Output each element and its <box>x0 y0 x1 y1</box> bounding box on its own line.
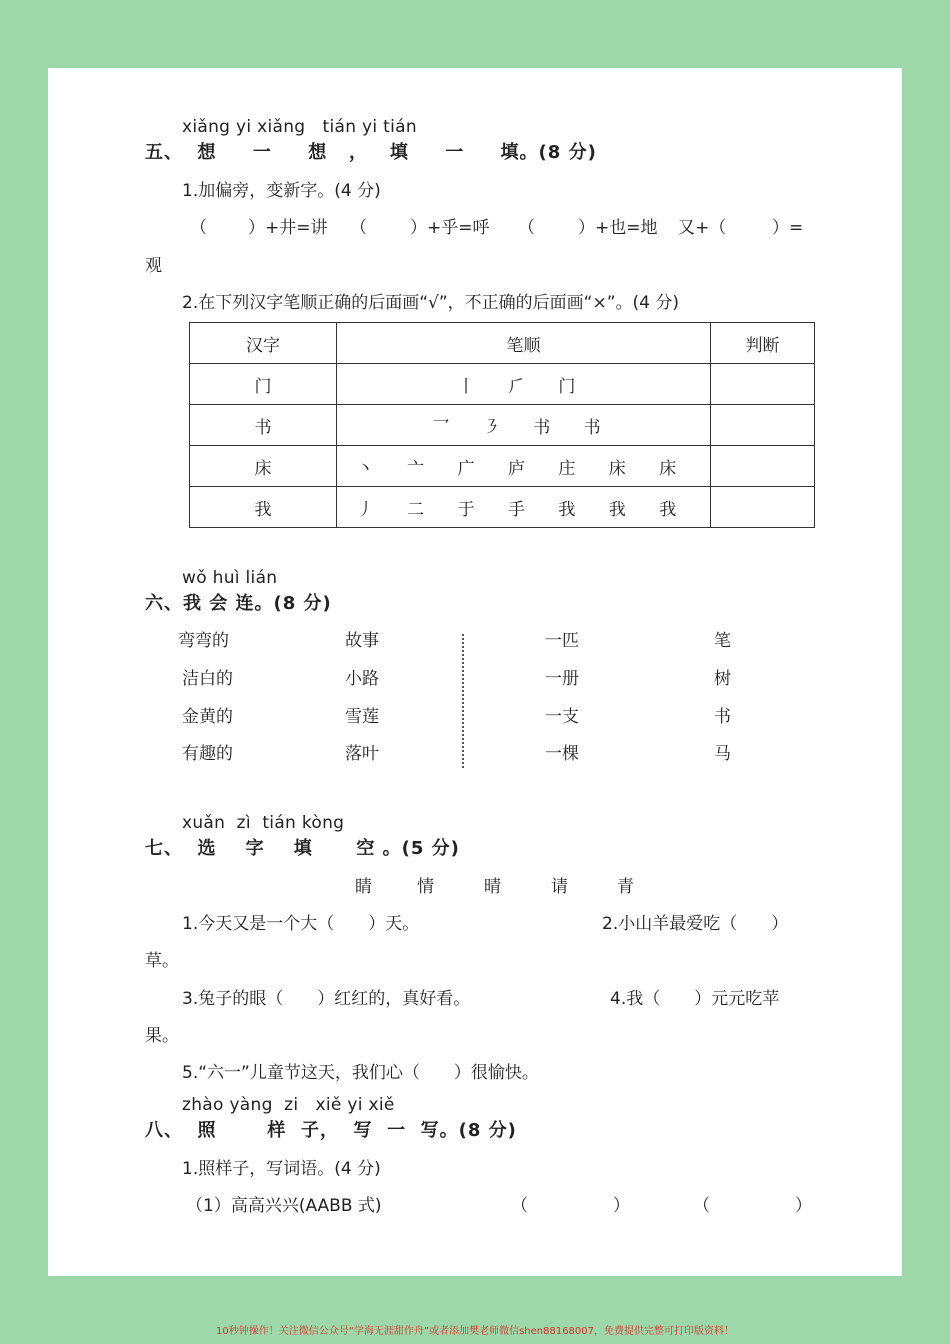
section7-pinyin: xuǎn zì tián kòng <box>182 813 345 833</box>
match-left-3[interactable]: 金黄的 <box>182 707 233 727</box>
match-left-1[interactable]: 弯弯的 <box>178 631 229 651</box>
match-object-1[interactable]: 笔 <box>714 631 731 651</box>
q7-3: 3.兔子的眼（ ）红红的，真好看。 <box>182 989 471 1009</box>
row-judge-cell[interactable] <box>711 405 815 446</box>
table-row <box>190 405 815 446</box>
q7-2: 2.小山羊最爱吃（ ） <box>602 914 789 934</box>
match-object-2[interactable]: 树 <box>714 669 731 689</box>
divider-dotted-line <box>462 634 468 768</box>
row-strokes: 乛 ㇋ 书 书 <box>337 405 711 446</box>
section5-pinyin: xiǎng yi xiǎng tián yi tián <box>182 117 417 137</box>
q7-4: 4.我（ ）元元吃苹 <box>610 989 780 1009</box>
q5-1-eq-1: ）+井=讲 <box>248 218 328 238</box>
match-noun-3[interactable]: 雪莲 <box>345 707 379 727</box>
option-char-3: 晴 <box>484 877 501 897</box>
table-header-row <box>190 323 815 364</box>
row-char: 床 <box>190 446 337 487</box>
option-char-5: 青 <box>617 877 634 897</box>
row-strokes: 丨 ⺁ 门 <box>337 364 711 405</box>
q5-1-eq-4: ）= <box>772 218 804 238</box>
match-object-3[interactable]: 书 <box>714 707 731 727</box>
q5-1-eq-3: ）+也=地 <box>578 218 658 238</box>
match-measure-1[interactable]: 一匹 <box>545 631 579 651</box>
stroke-order-table <box>189 322 815 528</box>
row-strokes: 丿 二 于 手 我 我 我 <box>337 487 711 528</box>
section6-pinyin: wǒ huì lián <box>182 568 278 588</box>
option-char-2: 情 <box>417 877 434 897</box>
row-judge-cell[interactable] <box>711 364 815 405</box>
match-measure-3[interactable]: 一支 <box>545 707 579 727</box>
footer-promo-text: 10秒钟操作！关注微信公众号“学海无涯甜作舟”或者添加樊老师微信shen88168007，免费提供完整可打印版资料！ <box>215 1326 735 1337</box>
q5-1-blank-1: （ <box>190 218 207 238</box>
worksheet-page <box>48 68 902 1276</box>
q7-4-wrap: 果。 <box>145 1026 179 1046</box>
row-char: 书 <box>190 405 337 446</box>
q5-2-title: 2.在下列汉字笔顺正确的后面画“√”，不正确的后面画“×”。(4 分) <box>182 293 680 313</box>
q8-1-title: 1.照样子，写词语。(4 分) <box>182 1159 381 1179</box>
q5-1-wrap: 观 <box>145 256 162 276</box>
match-noun-1[interactable]: 故事 <box>345 631 379 651</box>
q7-1: 1.今天又是一个大（ ）天。 <box>182 914 420 934</box>
match-noun-2[interactable]: 小路 <box>345 669 379 689</box>
q7-5: 5.“六一”儿童节这天，我们心（ ）很愉快。 <box>182 1063 539 1083</box>
row-char: 我 <box>190 487 337 528</box>
match-measure-2[interactable]: 一册 <box>545 669 579 689</box>
header-judge: 判断 <box>711 323 815 364</box>
row-judge-cell[interactable] <box>711 446 815 487</box>
match-left-4[interactable]: 有趣的 <box>182 744 233 764</box>
match-measure-4[interactable]: 一棵 <box>545 744 579 764</box>
section8-pinyin: zhào yàng zi xiě yi xiě <box>182 1095 395 1115</box>
q8-1-blank-2[interactable]: （ ） <box>693 1196 812 1216</box>
match-noun-4[interactable]: 落叶 <box>345 744 379 764</box>
q5-1-eq-2: ）+乎=呼 <box>410 218 490 238</box>
row-judge-cell[interactable] <box>711 487 815 528</box>
q5-1-blank-3: （ <box>518 218 535 238</box>
table-row <box>190 364 815 405</box>
row-strokes: 丶 亠 广 庐 庄 床 床 <box>337 446 711 487</box>
table-row <box>190 487 815 528</box>
section6-title: 六、我 会 连。(8 分) <box>145 593 332 614</box>
match-left-2[interactable]: 洁白的 <box>182 669 233 689</box>
q7-2-wrap: 草。 <box>145 951 179 971</box>
q8-1-blank-1[interactable]: （ ） <box>511 1196 630 1216</box>
q5-1-blank-2: （ <box>350 218 367 238</box>
option-char-1: 睛 <box>355 877 372 897</box>
option-char-4: 请 <box>551 877 568 897</box>
header-char: 汉字 <box>190 323 337 364</box>
section8-title: 八、 照 样 子， 写 一 写。(8 分) <box>145 1120 517 1141</box>
q5-1-title: 1.加偏旁，变新字。(4 分) <box>182 181 381 201</box>
q5-1-blank-4: 又+（ <box>678 218 727 238</box>
section7-title: 七、 选 字 填 空 。(5 分) <box>145 838 460 859</box>
table-row <box>190 446 815 487</box>
q8-1-example: （1）高高兴兴(AABB 式) <box>186 1196 382 1216</box>
header-strokes: 笔顺 <box>337 323 711 364</box>
section5-title: 五、 想 一 想 ， 填 一 填。(8 分) <box>145 142 597 163</box>
match-object-4[interactable]: 马 <box>714 744 731 764</box>
row-char: 门 <box>190 364 337 405</box>
